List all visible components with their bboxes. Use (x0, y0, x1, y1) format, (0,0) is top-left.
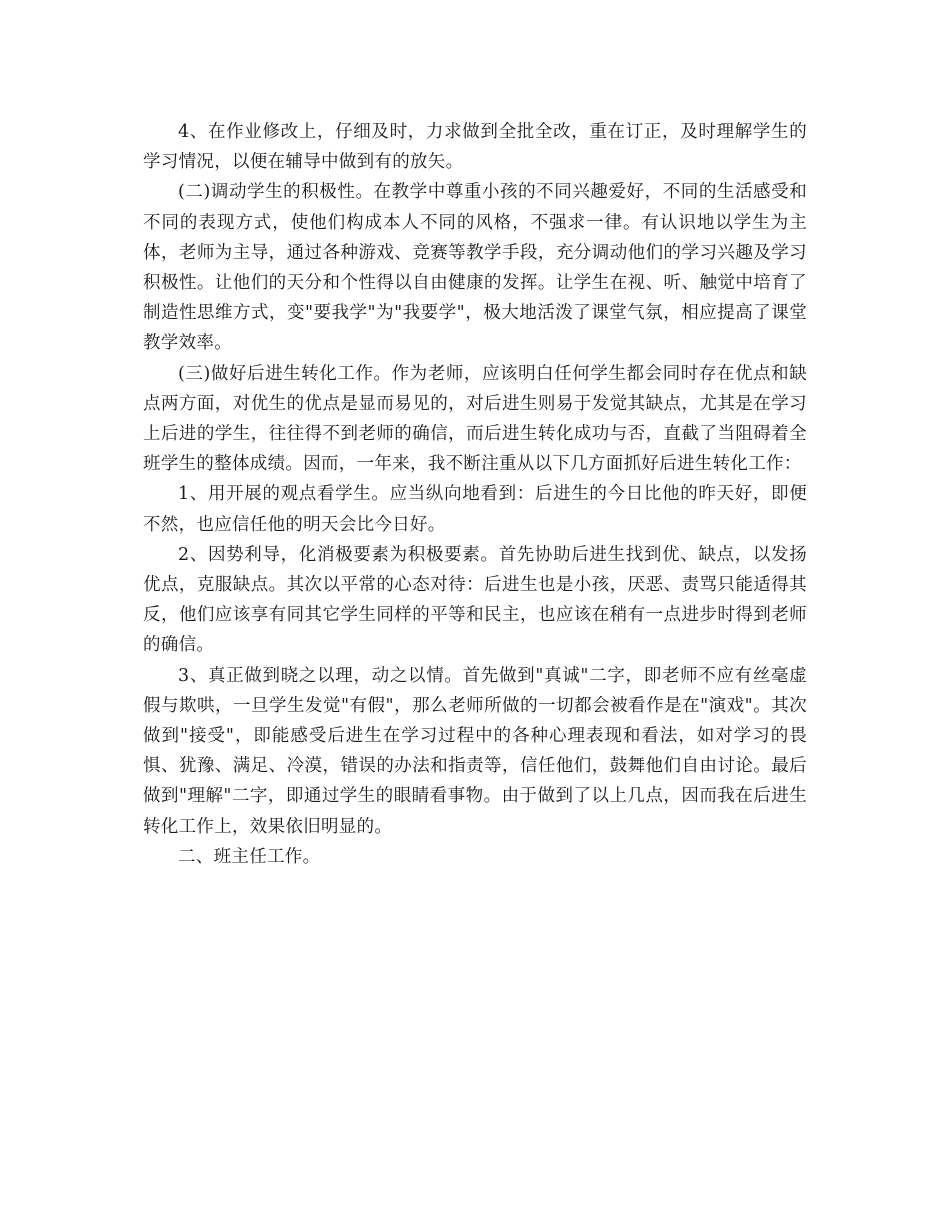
paragraph-point-2: 2、因势利导，化消极要素为积极要素。首先协助后进生找到优、缺点，以发扬优点，克服缺点。其次以平常的心态对待：后进生也是小孩，厌恶、责骂只能适得其反，他们应该享有同其它学生同样的平等和民主，也应该在稍有一点进步时得到老师的确信。 (143, 544, 807, 656)
paragraph-point-3: 3、真正做到晓之以理，动之以情。首先做到"真诚"二字，即老师不应有丝毫虚假与欺哄，一旦学生发觉"有假"，那么老师所做的一切都会被看作是在"演戏"。其次做到"接受"，即能感受后进生在学习过程中的各种心理表现和看法，如对学习的畏惧、犹豫、满足、冷漠，错误的办法和指责等，信任他们，鼓舞他们自由讨论。最后做到"理解"二字，即通过学生的眼睛看事物。由于做到了以上几点，因而我在后进生转化工作上，效果依旧明显的。 (143, 665, 807, 837)
document-body (143, 117, 807, 872)
section-heading-class-teacher: 二、班主任工作。 (178, 846, 321, 867)
paragraph-struggling-students: (三)做好后进生转化工作。作为老师，应该明白任何学生都会同时存在优点和缺点两方面，对优生的优点是显而易见的，对后进生则易于发觉其缺点，尤其是在学习上后进的学生，往往得不到老师的确信，而后进生转化成功与否，直截了当阻碍着全班学生的整体成绩。因而，一年来，我不断注重从以下几方面抓好后进生转化工作： (143, 363, 807, 475)
paragraph-motivation: (二)调动学生的积极性。在教学中尊重小孩的不同兴趣爱好，不同的生活感受和不同的表现方式，使他们构成本人不同的风格，不强求一律。有认识地以学生为主体，老师为主导，通过各种游戏、竞赛等教学手段，充分调动他们的学习兴趣及学习积极性。让他们的天分和个性得以自由健康的发挥。让学生在视、听、触觉中培育了制造性思维方式，变"要我学"为"我要学"，极大地活泼了课堂气氛，相应提高了课堂教学效率。 (143, 182, 807, 354)
paragraph-point-1: 1、用开展的观点看学生。应当纵向地看到：后进生的今日比他的昨天好，即便不然，也应信任他的明天会比今日好。 (143, 484, 807, 535)
paragraph-homework: 4、在作业修改上，仔细及时，力求做到全批全改，重在订正，及时理解学生的学习情况，以便在辅导中做到有的放矢。 (143, 122, 807, 173)
